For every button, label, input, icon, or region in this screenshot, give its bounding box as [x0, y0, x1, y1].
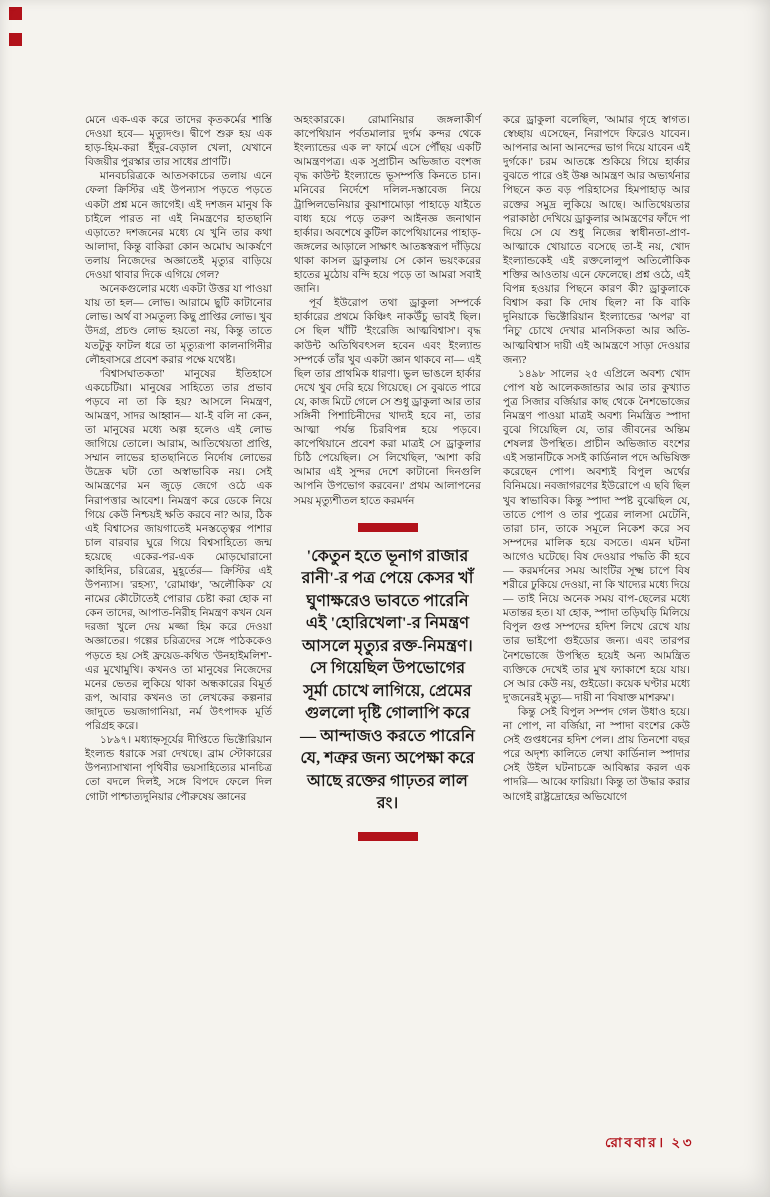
paragraph: 'বিশ্বাসঘাতকতা' মানুষের ইতিহাসে একচেটিয়া। মানুষের সাহিত্যে তার প্রভাব পড়বে না তা কি হয়? আসলে নিমন্ত্রণ, আমন্ত্রণ, সাদর আহ্বান— যা-ই বলি না কেন, তা মানুষের মধ্যে অল্প হলেও এই লোভ জাগিয়ে তোলে। আরাম, আতিথেয়তা প্রাপ্তি, সম্মান লাভের হাতছানিতে নির্দোষ লোভের উদ্রেক ঘটা তো অস্বাভাবিক নয়। সেই আমন্ত্রণের মন জুড়ে জেগে ওঠে এক নিরাপত্তার আবেশ। নিমন্ত্রণ করে ডেকে নিয়ে গিয়ে কেউ নিশ্চয়ই ক্ষতি করবে না? আর, ঠিক এই বিশ্বাসের জায়গাতেই মনস্তত্ত্বের পাশার চাল বারবার ঘুরে গিয়ে বিশ্বসাহিত্যে জন্ম হয়েছে একের-পর-এক মোড়ঘোরানো কাহিনির, চরিত্রের, মুহূর্তের— ক্রিস্টির এই উপন্যাস। 'রহস্য', 'রোমাঞ্চ', 'অলৌকিক' যে নামের কৌটোতেই পোরার চেষ্টা করা হোক না কেন তাদের, আপাত-নিরীহ নিমন্ত্রণ কখন যেন দরজা খুলে দেয় মজ্জা হিম করে দেওয়া অজ্ঞাতের। গল্পের চরিত্রদের সঙ্গে পাঠককেও পড়তে হয় সেই ফ্রয়েড-কথিত 'উনহাইমলিশ'-এর মুখোমুখি। কখনও তা মানুষের নিজেদের মনের ভেতর লুকিয়ে থাকা অন্ধকারের বিমূর্ত রূপ, আবার কখনও তা লেখকের কল্পনার জাদুতে ভয়জাগানিয়া, নর্ম উৎপাদক মূর্তি পরিগ্রহ করে। — [85, 368, 272, 733]
paragraph: করে ড্রাকুলা বলেছিল, 'আমার গৃহে স্বাগত। স্বেচ্ছায় এসেছেন, নিরাপদে ফিরেও যাবেন। আপনার আনা আনন্দের ভাগ দিয়ে যাবেন এই দুর্গকে।' চরম আতঙ্কে শুকিয়ে গিয়ে হার্কার বুঝতে পারে ওই উষ্ণ আমন্ত্রণ আর অভ্যর্থনার পিছনে কত বড় পরিহাসের হিমপাহাড় আর রক্তের সমুদ্র লুকিয়ে আছে। আতিথেয়তার পরাকাষ্ঠা দেখিয়ে ড্রাকুলার আমন্ত্রণের ফাঁদে পা দিয়ে সে যে শুধু নিজের স্বাধীনতা-প্রাণ-আত্মাকে খোয়াতে বসেছে তা-ই নয়, খোদ ইংল্যান্ডকেই এই রক্তলোলুপ অতিলৌকিক শক্তির আওতায় এনে ফেলেছে। প্রশ্ন ওঠে, এই বিপন্ন হওয়ার পিছনে কারণ কী? ড্রাকুলাকে বিশ্বাস করা কি দোষ ছিল? না কি বাকি দুনিয়াকে ভিক্টোরিয়ান ইংল্যান্ডের 'অপর' বা 'নিচু' চোখে দেখার মানসিকতা আর অতি-আত্মবিশ্বাস দায়ী এই আমন্ত্রণে সাড়া দেওয়ার জন্য? — [503, 115, 690, 366]
red-square-mark-bottom — [9, 33, 22, 46]
pull-quote-text: 'কেতুন হতে ভূনাগ রাজার রানী'-র পত্র পেয়ে কেসর খাঁ ঘুণাক্ষরেও ভাবতে পারেনি এই 'হোরিখেলা'-র নিমন্ত্রণ আসলে মৃত্যুর রক্ত-নিমন্ত্রণ। সে গিয়েছিল উপভোগের সূর্মা চোখে লাগিয়ে, প্রেমের গুললো দৃষ্টি গোলাপি করে— আন্দাজও করতে পারেনি যে, শত্রুর জন্য অপেক্ষা করে আছে রক্তের গাঢ়তর লাল রং। — [300, 547, 475, 813]
red-square-mark-top — [9, 7, 22, 20]
pull-quote-top-bar — [358, 523, 418, 532]
column-1 — [85, 114, 272, 841]
pull-quote-block — [294, 523, 481, 841]
corner-marks — [9, 7, 22, 59]
article-body — [85, 114, 691, 841]
paragraph: কিন্তু সেই বিপুল সম্পদ গেল উধাও হয়ে। না পোপ, না বর্জিয়া, না স্পাদা বংশের কেউ সেই গুপ্তধনের হদিশ পেল। প্রায় তিনশো বছর পরে অদৃশ্য কালিতে লেখা কার্ডিনাল স্পাদার সেই উইল ঘটনাচক্রে আবিষ্কার করল এক পাদরি— আব্বে ফারিয়া। কিন্তু তা উদ্ধার করার আগেই রাষ্ট্রদ্রোহের অভিযোগে — [503, 706, 690, 803]
paragraph: অহংকারকে। রোমানিয়ার জঙ্গলাকীর্ণ কাপেথিয়ান পর্বতমালার দুর্গম কন্দর থেকে ইংল্যান্ডের এক ল' ফার্মে এসে পৌঁছয় একটি আমন্ত্রণপত্র। এক সুপ্রাচীন অভিজাত বংশজ বৃদ্ধ কাউন্ট ইংল্যান্ডে ভূসম্পত্তি কিনতে চান। মনিবের নির্দেশে দলিল-দস্তাবেজ নিয়ে ট্রান্সিলভেনিয়ার কুয়াশামোড়া পাহাড়ে যাইতে বাধ্য হয়ে পড়ে তরুণ আইনজ্ঞ জনাথান হার্কার। অবশেষে কুটিল কাপেথিয়ানের পাহাড়-জঙ্গলের আড়ালে সাক্ষাৎ আতঙ্কস্বরূপ দাঁড়িয়ে থাকা কাসল ড্রাকুলায় সে কোন ভয়ংকরের হাতের মুঠোয় বন্দি হয়ে পড়ে তা আমরা সবাই জানি। — [294, 115, 481, 296]
paragraph: মানবচরিত্রকে আতসকাচের তলায় এনে ফেলা ক্রিস্টির এই উপন্যাস পড়তে পড়তে একটা প্রশ্ন মনে জাগেই। এই দশজন মানুষ কি চাইলে পারত না এই নিমন্ত্রণের হাতছানি এড়াতে? দশজনের মধ্যে যে খুনি তার কথা আলাদা, কিন্তু বাকিরা কোন অমোঘ আকর্ষণে তলায় নিজেদের অজ্ঞাতেই মৃত্যুর বাড়িয়ে দেওয়া থাবার দিকে এগিয়ে গেল? — [85, 171, 272, 282]
paragraph: ১৮৯৭। মধ্যাহ্নসূর্যের দীপ্তিতে ভিক্টোরিয়ান ইংল্যন্ড ধরাকে সরা দেখছে। ব্রাম স্টোকারের উপন্যাসাখানা পৃথিবীর ভয়সাহিত্যের মানচিত্র তো বদলে দিলই, সঙ্গে বিপদে ফেলে দিল গোটা পাশ্চাত্যদুনিয়ার পৌরুষেয় জ্ঞানের — [85, 735, 272, 803]
column-3 — [503, 114, 690, 841]
paragraph: মেনে এক-এক করে তাদের কৃতকর্মের শাস্তি দেওয়া হবে— মৃত্যুদণ্ড। দ্বীপে শুরু হয় এক হাড়-হিম-করা ইঁদুর-বেড়াল খেলা, যেখানে বিজয়ীর পুরস্কার তার সাধের প্রাণটি। — [85, 115, 272, 169]
paragraph: পূর্ব ইউরোপ তথা ড্রাকুলা সম্পর্কে হার্কারের প্রথমে কিঞ্চিৎ নাকউঁচু ভাবই ছিল। সে ছিল খাঁটি 'ইংরেজি আত্মবিশ্বাস'। বৃদ্ধ কাউন্ট অতিথিবৎসল হবেন এবং ইংল্যান্ড সম্পর্কে তাঁর খুব একটা জ্ঞান থাকবে না— এই ছিল তার প্রাথমিক ধারণা। ভুল ভাঙলে হার্কার দেখে খুব দেরি হয়ে গিয়েছে। সে বুঝতে পারে যে, কাজ মিটে গেলে সে শুধু ড্রাকুলা আর তার সঙ্গিনী পিশাচিনীদের খাদ্যই হবে না, তার আত্মা পর্যন্ত চিরবিপন্ন হয়ে পড়বে। কাপেথিয়ানে প্রবেশ করা মাত্রই সে ড্রাকুলার চিঠি পেয়েছিল। সে লিখেছিল, 'আশা করি আমার এই সুন্দর দেশে কাটানো দিনগুলি আপনি উপভোগ করবেন।' প্রথম আলাপনের সময় মৃত্যুশীতল হাতে করমর্দন — [294, 298, 481, 507]
paragraph: অনেকগুলোর মধ্যে একটা উত্তর যা পাওয়া যায় তা হল— লোভ। আরামে ছুটি কাটানোর লোভ। অর্থ বা সমতুল্য কিছু প্রাপ্তির লোভ। খুব উদগ্র, প্রচণ্ড লোভ হয়তো নয়, কিন্তু তাতে যতটুকু ফাটল ধরে তা মৃত্যুরূপা কালনাগিনীর লৌহবাসরে প্রবেশ করার পক্ষে যথেষ্ট। — [85, 284, 272, 366]
paragraph: ১৪৯৮ সালের ২৫ এপ্রিলে অবশ্য খোদ পোপ ষষ্ঠ আলেকজান্ডার আর তার কুখ্যাত পুত্র সিজার বর্জিয়ার কাছ থেকে নৈশভোজের নিমন্ত্রণ পাওয়া মাত্রই অবশ্য নিমন্ত্রিত স্পাদা বুঝে গিয়েছিল যে, তার জীবনের অন্তিম শেষলগ্ন উপস্থিত। প্রাচীন অভিজাত বংশের এই সন্তানটিকে সসই কার্ডিনাল পদে অভিষিক্ত করেছেন পোপ। অবশ্যই বিপুল অর্থের বিনিময়ে। নবজাগরণের ইউরোপে এ ছবি ছিল খুব স্বাভাবিক। কিন্তু স্পাদা স্পষ্ট বুঝেছিল যে, তাতে পোপ ও তার পুত্রের লালসা মেটেনি, তারা চান, তাকে সমূলে নিকেশ করে সব সম্পদের মালিক হয়ে বসতে। এমন ঘটনা আগেও ঘটেছে। বিষ দেওয়ার পদ্ধতি কী হবে— করমর্দনের সময় আংটির সূক্ষ্ম চাপে বিষ শরীরে ঢুকিয়ে দেওয়া, না কি খাদ্যের মধ্যে দিয়ে— তাই নিয়ে অনেক সময় বাপ-ছেলের মধ্যে মতান্তর হত। যা হোক, স্পাদা তড়িঘড়ি মিলিয়ে বিপুল গুপ্ত সম্পদের হদিশ লিখে রেখে যায় তার ভাইপো গুইডোর জন্য। এবং তারপর নৈশভোজে উপস্থিত হয়েই অন্য আমন্ত্রিত ব্যক্তিকে দেখেই তার মুখ ফ্যাকাশে হয়ে যায়। সে আর কেউ নয়, গুইডো। কয়েক ঘণ্টার মধ্যে দু'জনেরই মৃত্যু— দায়ী না 'বিষাক্ত মাশরুম'। — [503, 368, 690, 704]
footer-page-marker: রোববার। ২৩ — [605, 1135, 694, 1150]
pull-quote-bottom-bar — [358, 832, 418, 841]
column-2 — [294, 114, 481, 841]
